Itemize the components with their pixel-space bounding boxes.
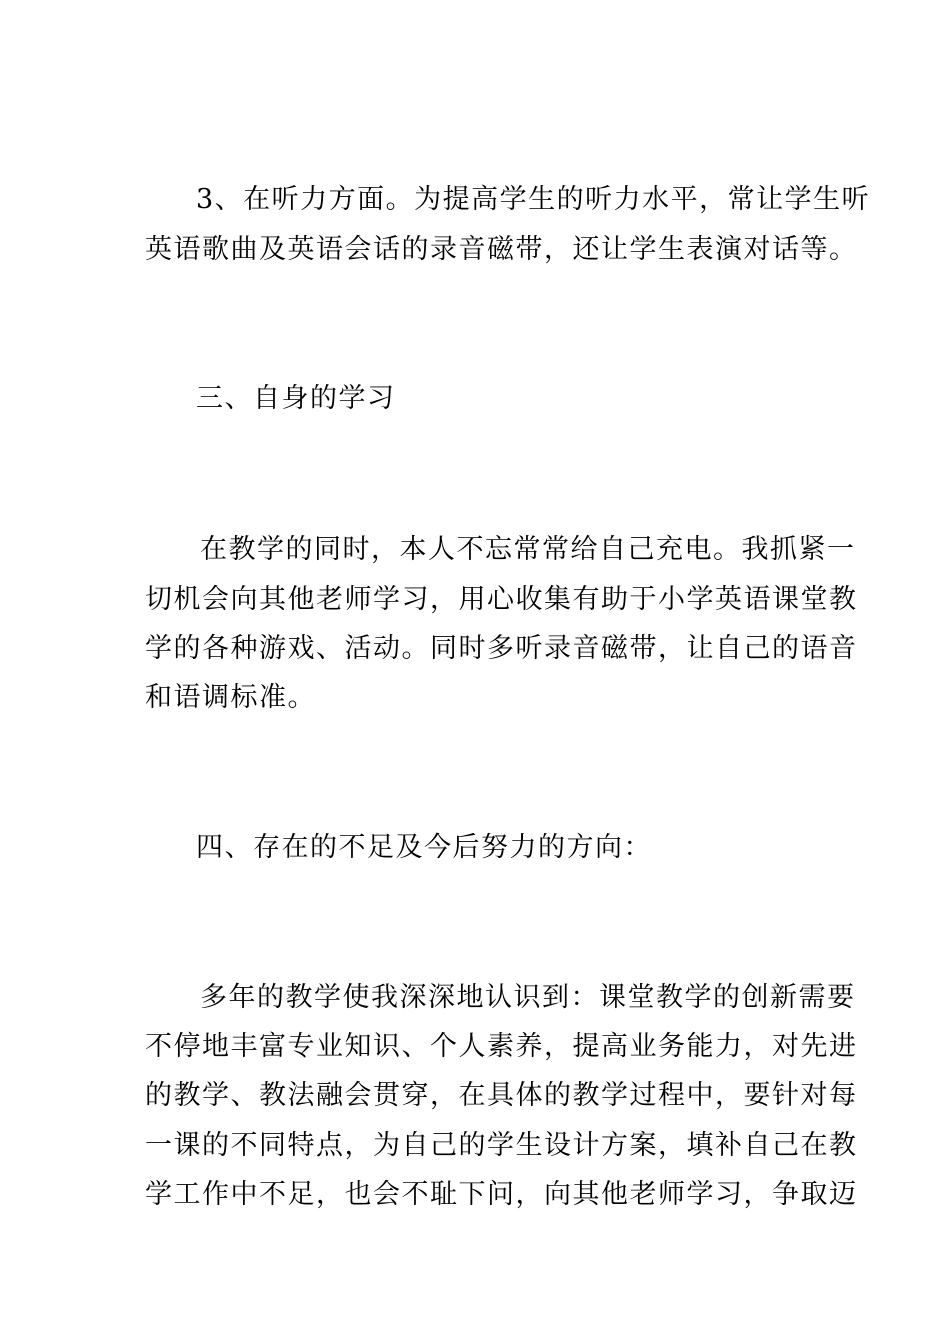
paragraph-line: 学工作中不足，也会不耻下问，向其他老师学习，争取迈: [145, 1179, 858, 1210]
paragraph-line: 英语歌曲及英语会话的录音磁带，还让学生表演对话等。: [145, 234, 858, 265]
paragraph-line: 不停地丰富专业知识、个人素养，提高业务能力，对先进: [145, 1031, 858, 1062]
paragraph-line: 3、在听力方面。为提高学生的听力水平，常让学生听: [196, 184, 871, 215]
paragraph-line: 切机会向其他老师学习，用心收集有助于小学英语课堂教: [145, 584, 858, 615]
paragraph-line: 学的各种游戏、活动。同时多听录音磁带，让自己的语音: [145, 633, 858, 664]
paragraph-line: 和语调标准。: [145, 682, 316, 713]
paragraph-line: 的教学、教法融会贯穿，在具体的教学过程中，要针对每: [145, 1080, 858, 1111]
paragraph-line: 多年的教学使我深深地认识到：课堂教学的创新需要: [200, 982, 856, 1013]
section-heading: 四、存在的不足及今后努力的方向：: [196, 832, 652, 863]
paragraph-line: 在教学的同时，本人不忘常常给自己充电。我抓紧一: [200, 534, 856, 565]
paragraph-line: 一课的不同特点，为自己的学生设计方案，填补自己在教: [145, 1130, 858, 1161]
section-heading: 三、自身的学习: [196, 383, 396, 414]
